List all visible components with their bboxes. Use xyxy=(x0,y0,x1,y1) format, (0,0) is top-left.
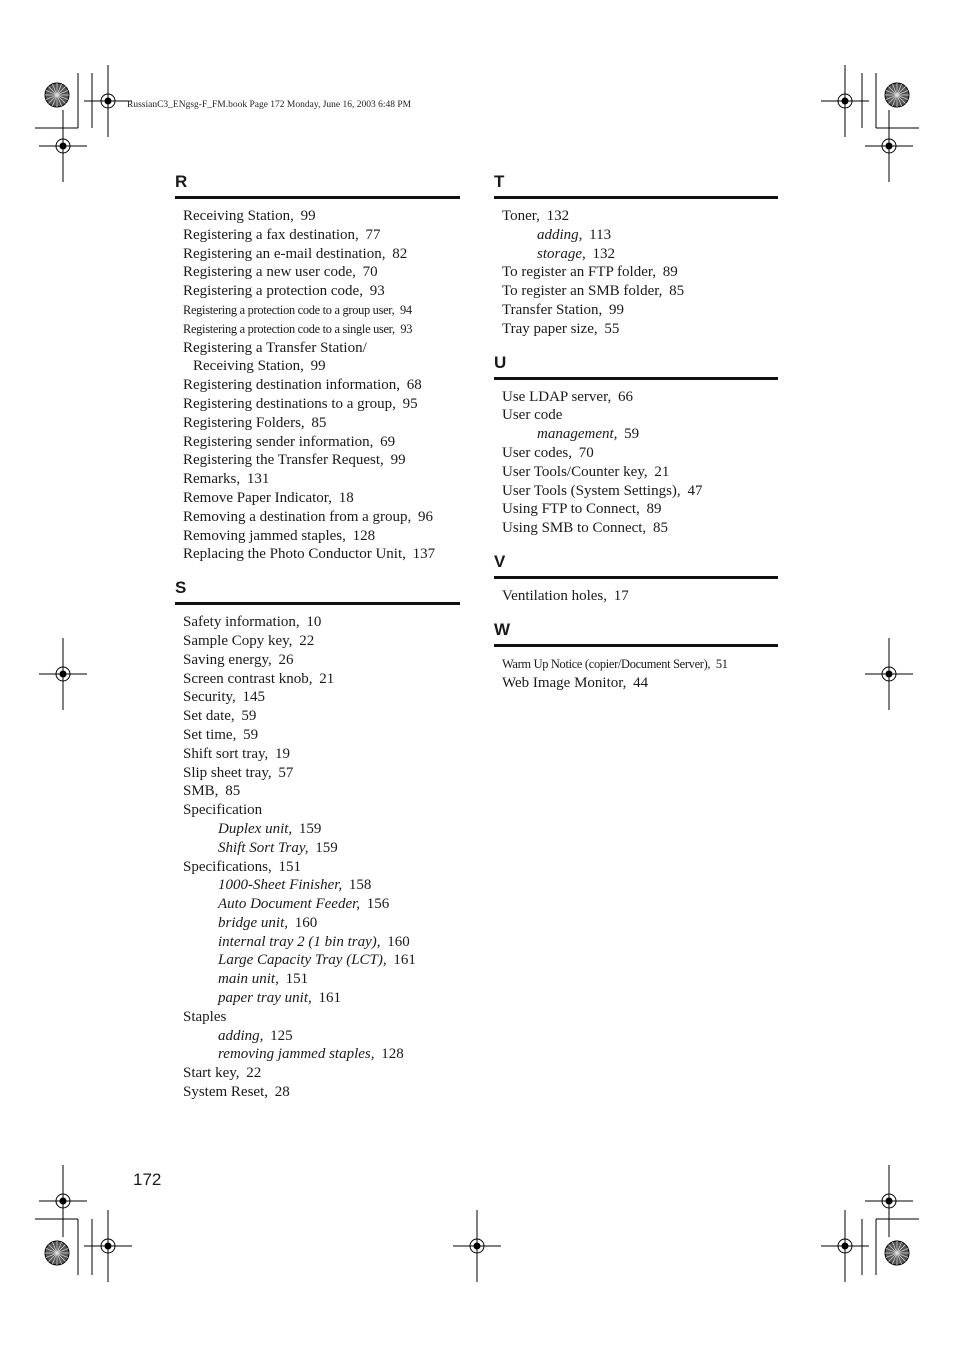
entry-page-number: 128 xyxy=(352,527,376,544)
entry-page-number: 47 xyxy=(687,482,703,499)
index-section-s xyxy=(175,578,460,1102)
entry-term: Screen contrast knob, xyxy=(183,670,313,687)
section-letter: R xyxy=(175,172,188,191)
index-entry xyxy=(183,707,460,726)
index-subentry xyxy=(502,425,778,444)
index-entry xyxy=(183,726,460,745)
index-entry xyxy=(502,463,778,482)
entry-term: Registering a Transfer Station/ xyxy=(183,339,367,356)
index-entry xyxy=(183,688,460,707)
entry-page-number: 93 xyxy=(400,321,413,336)
entry-term: Warm Up Notice (copier/Document Server), xyxy=(502,656,711,671)
index-entry-list xyxy=(494,207,778,339)
entry-term: User code xyxy=(502,407,563,424)
index-subentry xyxy=(183,895,460,914)
entry-page-number: 21 xyxy=(319,670,335,687)
entry-term: Set date, xyxy=(183,708,235,725)
index-column-left xyxy=(175,172,460,1102)
entry-term: Registering sender information, xyxy=(183,433,374,450)
index-entry xyxy=(502,320,778,339)
index-entry xyxy=(183,395,460,414)
entry-term: Ventilation holes, xyxy=(502,587,607,604)
entry-term: Using SMB to Connect, xyxy=(502,520,647,537)
entry-term: To register an FTP folder, xyxy=(502,264,657,281)
index-subentry xyxy=(183,914,460,933)
entry-term: paper tray unit, xyxy=(218,990,312,1007)
index-entry xyxy=(183,545,460,564)
index-subentry xyxy=(183,933,460,952)
index-section-r xyxy=(175,172,460,564)
entry-term: Registering an e-mail destination, xyxy=(183,245,386,262)
entry-page-number: 151 xyxy=(278,858,301,875)
index-entry xyxy=(183,1008,460,1027)
entry-term: Toner, xyxy=(502,208,540,224)
entry-term: To register an SMB folder, xyxy=(502,283,663,300)
index-entry xyxy=(502,444,778,463)
entry-page-number: 21 xyxy=(654,463,670,480)
section-rule xyxy=(494,576,778,579)
section-rule xyxy=(494,644,778,647)
entry-page-number: 22 xyxy=(299,632,315,649)
section-letter: V xyxy=(494,551,506,571)
index-entry xyxy=(183,527,460,546)
index-entry xyxy=(183,801,460,820)
index-subentry xyxy=(502,226,778,245)
entry-page-number: 22 xyxy=(246,1065,262,1082)
entry-term: Start key, xyxy=(183,1065,240,1082)
entry-page-number: 99 xyxy=(390,452,406,469)
index-section-t xyxy=(494,172,778,339)
index-entry xyxy=(502,587,778,606)
entry-term: Registering a protection code to a single user, xyxy=(183,321,395,336)
entry-term: Specifications, xyxy=(183,858,272,875)
index-entry xyxy=(183,414,460,433)
section-letter: W xyxy=(494,619,511,639)
entry-term: Remarks, xyxy=(183,471,241,488)
section-letter: T xyxy=(494,172,505,191)
index-entry xyxy=(502,674,778,693)
entry-page-number: 85 xyxy=(652,520,668,537)
entry-term: Use LDAP server, xyxy=(502,388,612,405)
entry-term: internal tray 2 (1 bin tray), xyxy=(218,933,381,950)
section-gap xyxy=(494,339,778,353)
entry-term: Removing jammed staples, xyxy=(183,527,346,544)
entry-term: Shift Sort Tray, xyxy=(218,839,309,856)
entry-page-number: 85 xyxy=(669,283,685,300)
index-entry xyxy=(183,508,460,527)
index-entry-list xyxy=(175,207,460,564)
index-subentry xyxy=(183,839,460,858)
index-entry xyxy=(502,282,778,301)
entry-page-number: 28 xyxy=(274,1084,290,1101)
index-column-right xyxy=(494,172,778,692)
entry-page-number: 10 xyxy=(306,614,322,631)
entry-page-number: 151 xyxy=(285,971,309,988)
entry-page-number: 26 xyxy=(278,651,294,668)
section-rule xyxy=(494,377,778,380)
entry-page-number: 66 xyxy=(617,388,633,405)
index-entry xyxy=(183,1064,460,1083)
section-letter: S xyxy=(175,578,187,598)
index-subentry xyxy=(183,1027,460,1046)
entry-term: Sample Copy key, xyxy=(183,632,293,649)
entry-page-number: 159 xyxy=(315,839,338,856)
index-entry xyxy=(183,245,460,264)
entry-page-number: 160 xyxy=(387,933,410,950)
entry-page-number: 51 xyxy=(715,656,728,671)
entry-page-number: 93 xyxy=(369,283,385,300)
entry-term: Specification xyxy=(183,802,263,819)
entry-term: Registering destination information, xyxy=(183,377,401,394)
entry-page-number: 17 xyxy=(613,587,629,604)
index-subentry xyxy=(183,989,460,1008)
entry-term: Remove Paper Indicator, xyxy=(183,489,332,506)
entry-term: Receiving Station, xyxy=(193,358,304,375)
index-entry xyxy=(183,433,460,452)
entry-page-number: 70 xyxy=(578,444,594,461)
index-entry xyxy=(183,613,460,632)
entry-page-number: 99 xyxy=(609,301,625,318)
index-entry xyxy=(183,782,460,801)
entry-term: Web Image Monitor, xyxy=(502,674,627,691)
index-section-u xyxy=(494,353,778,538)
entry-term: adding, xyxy=(537,226,583,243)
entry-page-number: 95 xyxy=(402,395,418,412)
index-entry xyxy=(183,226,460,245)
entry-term: User codes, xyxy=(502,444,572,461)
entry-term: Replacing the Photo Conductor Unit, xyxy=(183,546,406,563)
entry-term: Registering a fax destination, xyxy=(183,226,359,243)
entry-term: bridge unit, xyxy=(218,914,288,931)
entry-page-number: 82 xyxy=(392,245,408,262)
entry-term: Transfer Station, xyxy=(502,301,603,318)
section-rule xyxy=(175,196,460,199)
entry-page-number: 145 xyxy=(242,689,266,706)
entry-term: main unit, xyxy=(218,971,279,988)
entry-page-number: 55 xyxy=(604,320,620,337)
section-gap xyxy=(494,606,778,620)
entry-page-number: 125 xyxy=(270,1027,293,1044)
entry-term: Duplex unit, xyxy=(218,820,293,837)
entry-page-number: 19 xyxy=(275,745,291,762)
entry-term: adding, xyxy=(218,1027,264,1044)
section-gap xyxy=(494,538,778,552)
index-entry xyxy=(183,489,460,508)
entry-term: Security, xyxy=(183,689,236,706)
entry-term: Registering a protection code to a group user, xyxy=(183,302,395,317)
index-entry xyxy=(183,470,460,489)
entry-term: Receiving Station, xyxy=(183,208,294,224)
entry-page-number: 57 xyxy=(278,764,294,781)
entry-page-number: 18 xyxy=(338,489,354,506)
entry-page-number: 159 xyxy=(298,820,322,837)
index-entry xyxy=(502,500,778,519)
entry-page-number: 137 xyxy=(412,546,436,563)
entry-term: 1000-Sheet Finisher, xyxy=(218,877,343,894)
entry-page-number: 59 xyxy=(624,426,640,443)
index-entry xyxy=(183,282,460,301)
index-entry xyxy=(183,1083,460,1102)
index-entry xyxy=(183,670,460,689)
entry-page-number: 85 xyxy=(225,783,241,800)
index-entry xyxy=(502,406,778,425)
book-header-text: RussianC3_ENgsg-F_FM.book Page 172 Monday, June 16, 2003 6:48 PM xyxy=(127,100,412,110)
section-rule xyxy=(175,602,460,605)
page-number: 172 xyxy=(133,1170,162,1189)
entry-page-number: 44 xyxy=(633,674,649,691)
entry-page-number: 69 xyxy=(380,433,396,450)
entry-page-number: 160 xyxy=(294,914,318,931)
index-section-v xyxy=(494,552,778,606)
entry-term: Saving energy, xyxy=(183,651,272,668)
entry-page-number: 85 xyxy=(311,414,327,431)
entry-term: Registering a new user code, xyxy=(183,264,356,281)
entry-page-number: 59 xyxy=(241,708,257,725)
index-entry-list xyxy=(494,655,778,693)
index-entry-list xyxy=(494,587,778,606)
section-rule xyxy=(494,196,778,199)
index-section-w xyxy=(494,620,778,693)
entry-page-number: 94 xyxy=(400,302,412,317)
entry-term: Tray paper size, xyxy=(502,320,598,337)
entry-term: Auto Document Feeder, xyxy=(218,896,361,913)
index-entry-list xyxy=(175,613,460,1102)
entry-term: storage, xyxy=(537,245,586,262)
entry-term: Staples xyxy=(183,1008,227,1025)
entry-term: Slip sheet tray, xyxy=(183,764,272,781)
entry-page-number: 99 xyxy=(310,358,326,375)
entry-term: Registering the Transfer Request, xyxy=(183,452,384,469)
index-subentry xyxy=(502,245,778,264)
index-entry xyxy=(183,263,460,282)
index-entry xyxy=(502,263,778,282)
index-subentry xyxy=(183,820,460,839)
entry-term: SMB, xyxy=(183,783,219,800)
entry-term: User Tools/Counter key, xyxy=(502,463,648,480)
index-entry xyxy=(183,320,460,339)
index-entry xyxy=(183,339,460,358)
entry-page-number: 59 xyxy=(243,726,259,743)
index-entry xyxy=(183,632,460,651)
entry-term: Safety information, xyxy=(183,614,300,631)
entry-term: User Tools (System Settings), xyxy=(502,482,681,499)
index-entry xyxy=(502,482,778,501)
index-entry xyxy=(183,376,460,395)
index-entry xyxy=(502,655,778,674)
index-subentry xyxy=(183,970,460,989)
entry-page-number: 161 xyxy=(318,990,341,1007)
entry-page-number: 99 xyxy=(300,208,316,224)
entry-term: management, xyxy=(537,426,618,443)
entry-page-number: 77 xyxy=(365,226,381,243)
entry-page-number: 89 xyxy=(662,264,678,281)
entry-page-number: 68 xyxy=(406,377,422,394)
entry-page-number: 131 xyxy=(246,471,270,488)
entry-page-number: 132 xyxy=(592,245,615,262)
index-entry xyxy=(183,207,460,226)
entry-page-number: 132 xyxy=(546,208,570,224)
entry-term: System Reset, xyxy=(183,1084,268,1101)
index-entry xyxy=(183,858,460,877)
entry-page-number: 89 xyxy=(646,501,662,518)
index-entry xyxy=(502,301,778,320)
index-entry xyxy=(183,745,460,764)
entry-term: Set time, xyxy=(183,726,237,743)
entry-term: Shift sort tray, xyxy=(183,745,269,762)
entry-term: Large Capacity Tray (LCT), xyxy=(218,952,387,969)
index-entry xyxy=(183,651,460,670)
index-entry xyxy=(502,207,778,226)
index-entry xyxy=(502,388,778,407)
index-subentry xyxy=(183,876,460,895)
entry-page-number: 128 xyxy=(381,1046,404,1063)
index-entry xyxy=(183,301,460,320)
entry-term: removing jammed staples, xyxy=(218,1046,375,1063)
entry-page-number: 70 xyxy=(362,264,378,281)
entry-page-number: 158 xyxy=(348,877,372,894)
index-subentry xyxy=(183,951,460,970)
index-entry xyxy=(183,764,460,783)
index-entry xyxy=(183,357,460,376)
index-entry-list xyxy=(494,388,778,538)
entry-page-number: 113 xyxy=(589,226,612,243)
entry-page-number: 156 xyxy=(366,896,390,913)
entry-term: Registering destinations to a group, xyxy=(183,395,396,412)
entry-term: Using FTP to Connect, xyxy=(502,501,640,518)
entry-term: Registering a protection code, xyxy=(183,283,363,300)
index-subentry xyxy=(183,1045,460,1064)
entry-term: Registering Folders, xyxy=(183,414,305,431)
entry-term: Removing a destination from a group, xyxy=(183,508,412,525)
section-gap xyxy=(175,564,460,578)
section-letter: U xyxy=(494,352,507,372)
index-entry xyxy=(183,451,460,470)
entry-page-number: 161 xyxy=(393,952,416,969)
index-entry xyxy=(502,519,778,538)
entry-page-number: 96 xyxy=(418,508,434,525)
